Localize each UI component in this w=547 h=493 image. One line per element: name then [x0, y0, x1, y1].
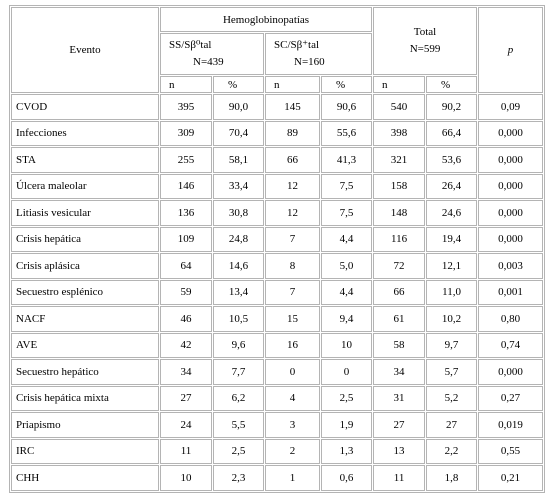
header-sc	[265, 33, 372, 75]
row-evento: CVOD	[11, 94, 159, 120]
row-ss-pct: 10,5	[213, 306, 264, 332]
row-ss-pct: 2,3	[213, 465, 264, 491]
header-evento: Evento	[11, 7, 159, 93]
row-evento: Secuestro hepático	[11, 359, 159, 385]
row-total-pct: 5,7	[426, 359, 477, 385]
row-p: 0,27	[478, 386, 543, 412]
row-sc-n: 7	[265, 227, 320, 253]
row-total-pct: 2,2	[426, 439, 477, 465]
table-row	[11, 333, 543, 359]
row-sc-pct: 9,4	[321, 306, 372, 332]
row-sc-pct: 41,3	[321, 147, 372, 173]
row-evento: STA	[11, 147, 159, 173]
row-ss-n: 10	[160, 465, 212, 491]
row-evento: Secuestro esplénico	[11, 280, 159, 306]
row-total-n: 158	[373, 174, 425, 200]
row-total-pct: 11,0	[426, 280, 477, 306]
header-sc-n: N=160	[294, 56, 325, 68]
row-sc-n: 4	[265, 386, 320, 412]
table-row	[11, 227, 543, 253]
row-p: 0,000	[478, 227, 543, 253]
table-row	[11, 253, 543, 279]
row-total-pct: 24,6	[426, 200, 477, 226]
row-ss-n: 59	[160, 280, 212, 306]
row-evento: AVE	[11, 333, 159, 359]
header-ss-n-col: n	[160, 76, 212, 93]
table-row	[11, 386, 543, 412]
row-p: 0,000	[478, 147, 543, 173]
row-sc-pct: 1,9	[321, 412, 372, 438]
row-total-pct: 90,2	[426, 94, 477, 120]
row-p: 0,000	[478, 174, 543, 200]
row-sc-n: 12	[265, 200, 320, 226]
row-ss-n: 46	[160, 306, 212, 332]
row-ss-pct: 58,1	[213, 147, 264, 173]
row-ss-n: 136	[160, 200, 212, 226]
row-p: 0,55	[478, 439, 543, 465]
row-sc-pct: 5,0	[321, 253, 372, 279]
row-total-pct: 12,1	[426, 253, 477, 279]
row-sc-pct: 0	[321, 359, 372, 385]
row-sc-n: 15	[265, 306, 320, 332]
row-p: 0,003	[478, 253, 543, 279]
row-total-n: 13	[373, 439, 425, 465]
row-evento: CHH	[11, 465, 159, 491]
header-ss-n: N=439	[193, 56, 224, 68]
row-sc-n: 3	[265, 412, 320, 438]
row-total-pct: 9,7	[426, 333, 477, 359]
row-evento: Crisis hepática	[11, 227, 159, 253]
row-ss-n: 395	[160, 94, 212, 120]
row-evento: Crisis aplásica	[11, 253, 159, 279]
row-total-pct: 5,2	[426, 386, 477, 412]
row-ss-n: 309	[160, 121, 212, 147]
header-total-pct-col: %	[426, 76, 477, 93]
row-sc-pct: 2,5	[321, 386, 372, 412]
row-p: 0,001	[478, 280, 543, 306]
row-evento: Priapismo	[11, 412, 159, 438]
row-sc-pct: 1,3	[321, 439, 372, 465]
row-sc-n: 1	[265, 465, 320, 491]
header-p: p	[478, 7, 543, 93]
table-header	[11, 7, 543, 93]
row-ss-pct: 24,8	[213, 227, 264, 253]
row-sc-pct: 10	[321, 333, 372, 359]
row-total-n: 398	[373, 121, 425, 147]
row-total-n: 72	[373, 253, 425, 279]
row-sc-pct: 4,4	[321, 280, 372, 306]
row-p: 0,000	[478, 359, 543, 385]
row-sc-n: 0	[265, 359, 320, 385]
row-sc-pct: 7,5	[321, 200, 372, 226]
row-total-pct: 66,4	[426, 121, 477, 147]
table-row	[11, 359, 543, 385]
row-sc-pct: 4,4	[321, 227, 372, 253]
row-evento: Úlcera maleolar	[11, 174, 159, 200]
row-total-n: 61	[373, 306, 425, 332]
row-ss-pct: 70,4	[213, 121, 264, 147]
row-evento: Infecciones	[11, 121, 159, 147]
events-table	[9, 5, 545, 493]
row-sc-n: 145	[265, 94, 320, 120]
row-ss-n: 24	[160, 412, 212, 438]
header-hemoglobinopatias: Hemoglobinopatías	[160, 7, 372, 32]
header-total-n: N=599	[409, 43, 441, 55]
row-sc-pct: 7,5	[321, 174, 372, 200]
row-p: 0,000	[478, 121, 543, 147]
table-row	[11, 439, 543, 465]
row-evento: Litiasis vesicular	[11, 200, 159, 226]
row-ss-pct: 7,7	[213, 359, 264, 385]
row-ss-pct: 33,4	[213, 174, 264, 200]
row-ss-pct: 14,6	[213, 253, 264, 279]
row-ss-pct: 5,5	[213, 412, 264, 438]
row-ss-n: 34	[160, 359, 212, 385]
row-p: 0,000	[478, 200, 543, 226]
row-ss-pct: 6,2	[213, 386, 264, 412]
row-sc-n: 7	[265, 280, 320, 306]
row-total-n: 148	[373, 200, 425, 226]
row-evento: Crisis hepática mixta	[11, 386, 159, 412]
table-row	[11, 174, 543, 200]
row-total-pct: 1,8	[426, 465, 477, 491]
row-total-n: 66	[373, 280, 425, 306]
table-row	[11, 200, 543, 226]
row-ss-n: 255	[160, 147, 212, 173]
row-total-n: 11	[373, 465, 425, 491]
row-total-n: 34	[373, 359, 425, 385]
row-p: 0,019	[478, 412, 543, 438]
header-ss-pct-col: %	[213, 76, 264, 93]
row-ss-n: 11	[160, 439, 212, 465]
row-sc-n: 12	[265, 174, 320, 200]
table-row	[11, 280, 543, 306]
row-ss-n: 64	[160, 253, 212, 279]
row-evento: NACF	[11, 306, 159, 332]
row-ss-pct: 90,0	[213, 94, 264, 120]
row-sc-n: 16	[265, 333, 320, 359]
row-total-n: 31	[373, 386, 425, 412]
header-ss-title: SS/Sβ⁰tal	[169, 39, 212, 51]
row-total-pct: 26,4	[426, 174, 477, 200]
row-sc-n: 66	[265, 147, 320, 173]
row-sc-pct: 55,6	[321, 121, 372, 147]
row-p: 0,74	[478, 333, 543, 359]
row-ss-n: 27	[160, 386, 212, 412]
row-p: 0,80	[478, 306, 543, 332]
row-sc-pct: 0,6	[321, 465, 372, 491]
row-total-n: 540	[373, 94, 425, 120]
row-ss-pct: 13,4	[213, 280, 264, 306]
row-total-pct: 19,4	[426, 227, 477, 253]
row-ss-pct: 9,6	[213, 333, 264, 359]
row-total-n: 58	[373, 333, 425, 359]
header-total-title: Total	[413, 26, 437, 38]
row-evento: IRC	[11, 439, 159, 465]
row-ss-n: 42	[160, 333, 212, 359]
row-total-n: 27	[373, 412, 425, 438]
row-total-pct: 27	[426, 412, 477, 438]
table-row	[11, 147, 543, 173]
header-total-n-col: n	[373, 76, 425, 93]
header-ss	[160, 33, 264, 75]
header-sc-title: SC/Sβ⁺tal	[274, 39, 320, 51]
row-sc-n: 89	[265, 121, 320, 147]
row-total-pct: 10,2	[426, 306, 477, 332]
row-ss-pct: 2,5	[213, 439, 264, 465]
table-row	[11, 465, 543, 491]
row-total-pct: 53,6	[426, 147, 477, 173]
row-sc-n: 8	[265, 253, 320, 279]
header-sc-pct-col: %	[321, 76, 372, 93]
row-ss-pct: 30,8	[213, 200, 264, 226]
table-row	[11, 94, 543, 120]
table-body	[11, 94, 543, 491]
row-p: 0,09	[478, 94, 543, 120]
table-row	[11, 121, 543, 147]
row-ss-n: 146	[160, 174, 212, 200]
header-total	[373, 7, 477, 75]
row-ss-n: 109	[160, 227, 212, 253]
row-p: 0,21	[478, 465, 543, 491]
table-row	[11, 306, 543, 332]
table-row	[11, 412, 543, 438]
row-sc-n: 2	[265, 439, 320, 465]
header-sc-n-col: n	[265, 76, 320, 93]
row-total-n: 321	[373, 147, 425, 173]
row-sc-pct: 90,6	[321, 94, 372, 120]
row-total-n: 116	[373, 227, 425, 253]
